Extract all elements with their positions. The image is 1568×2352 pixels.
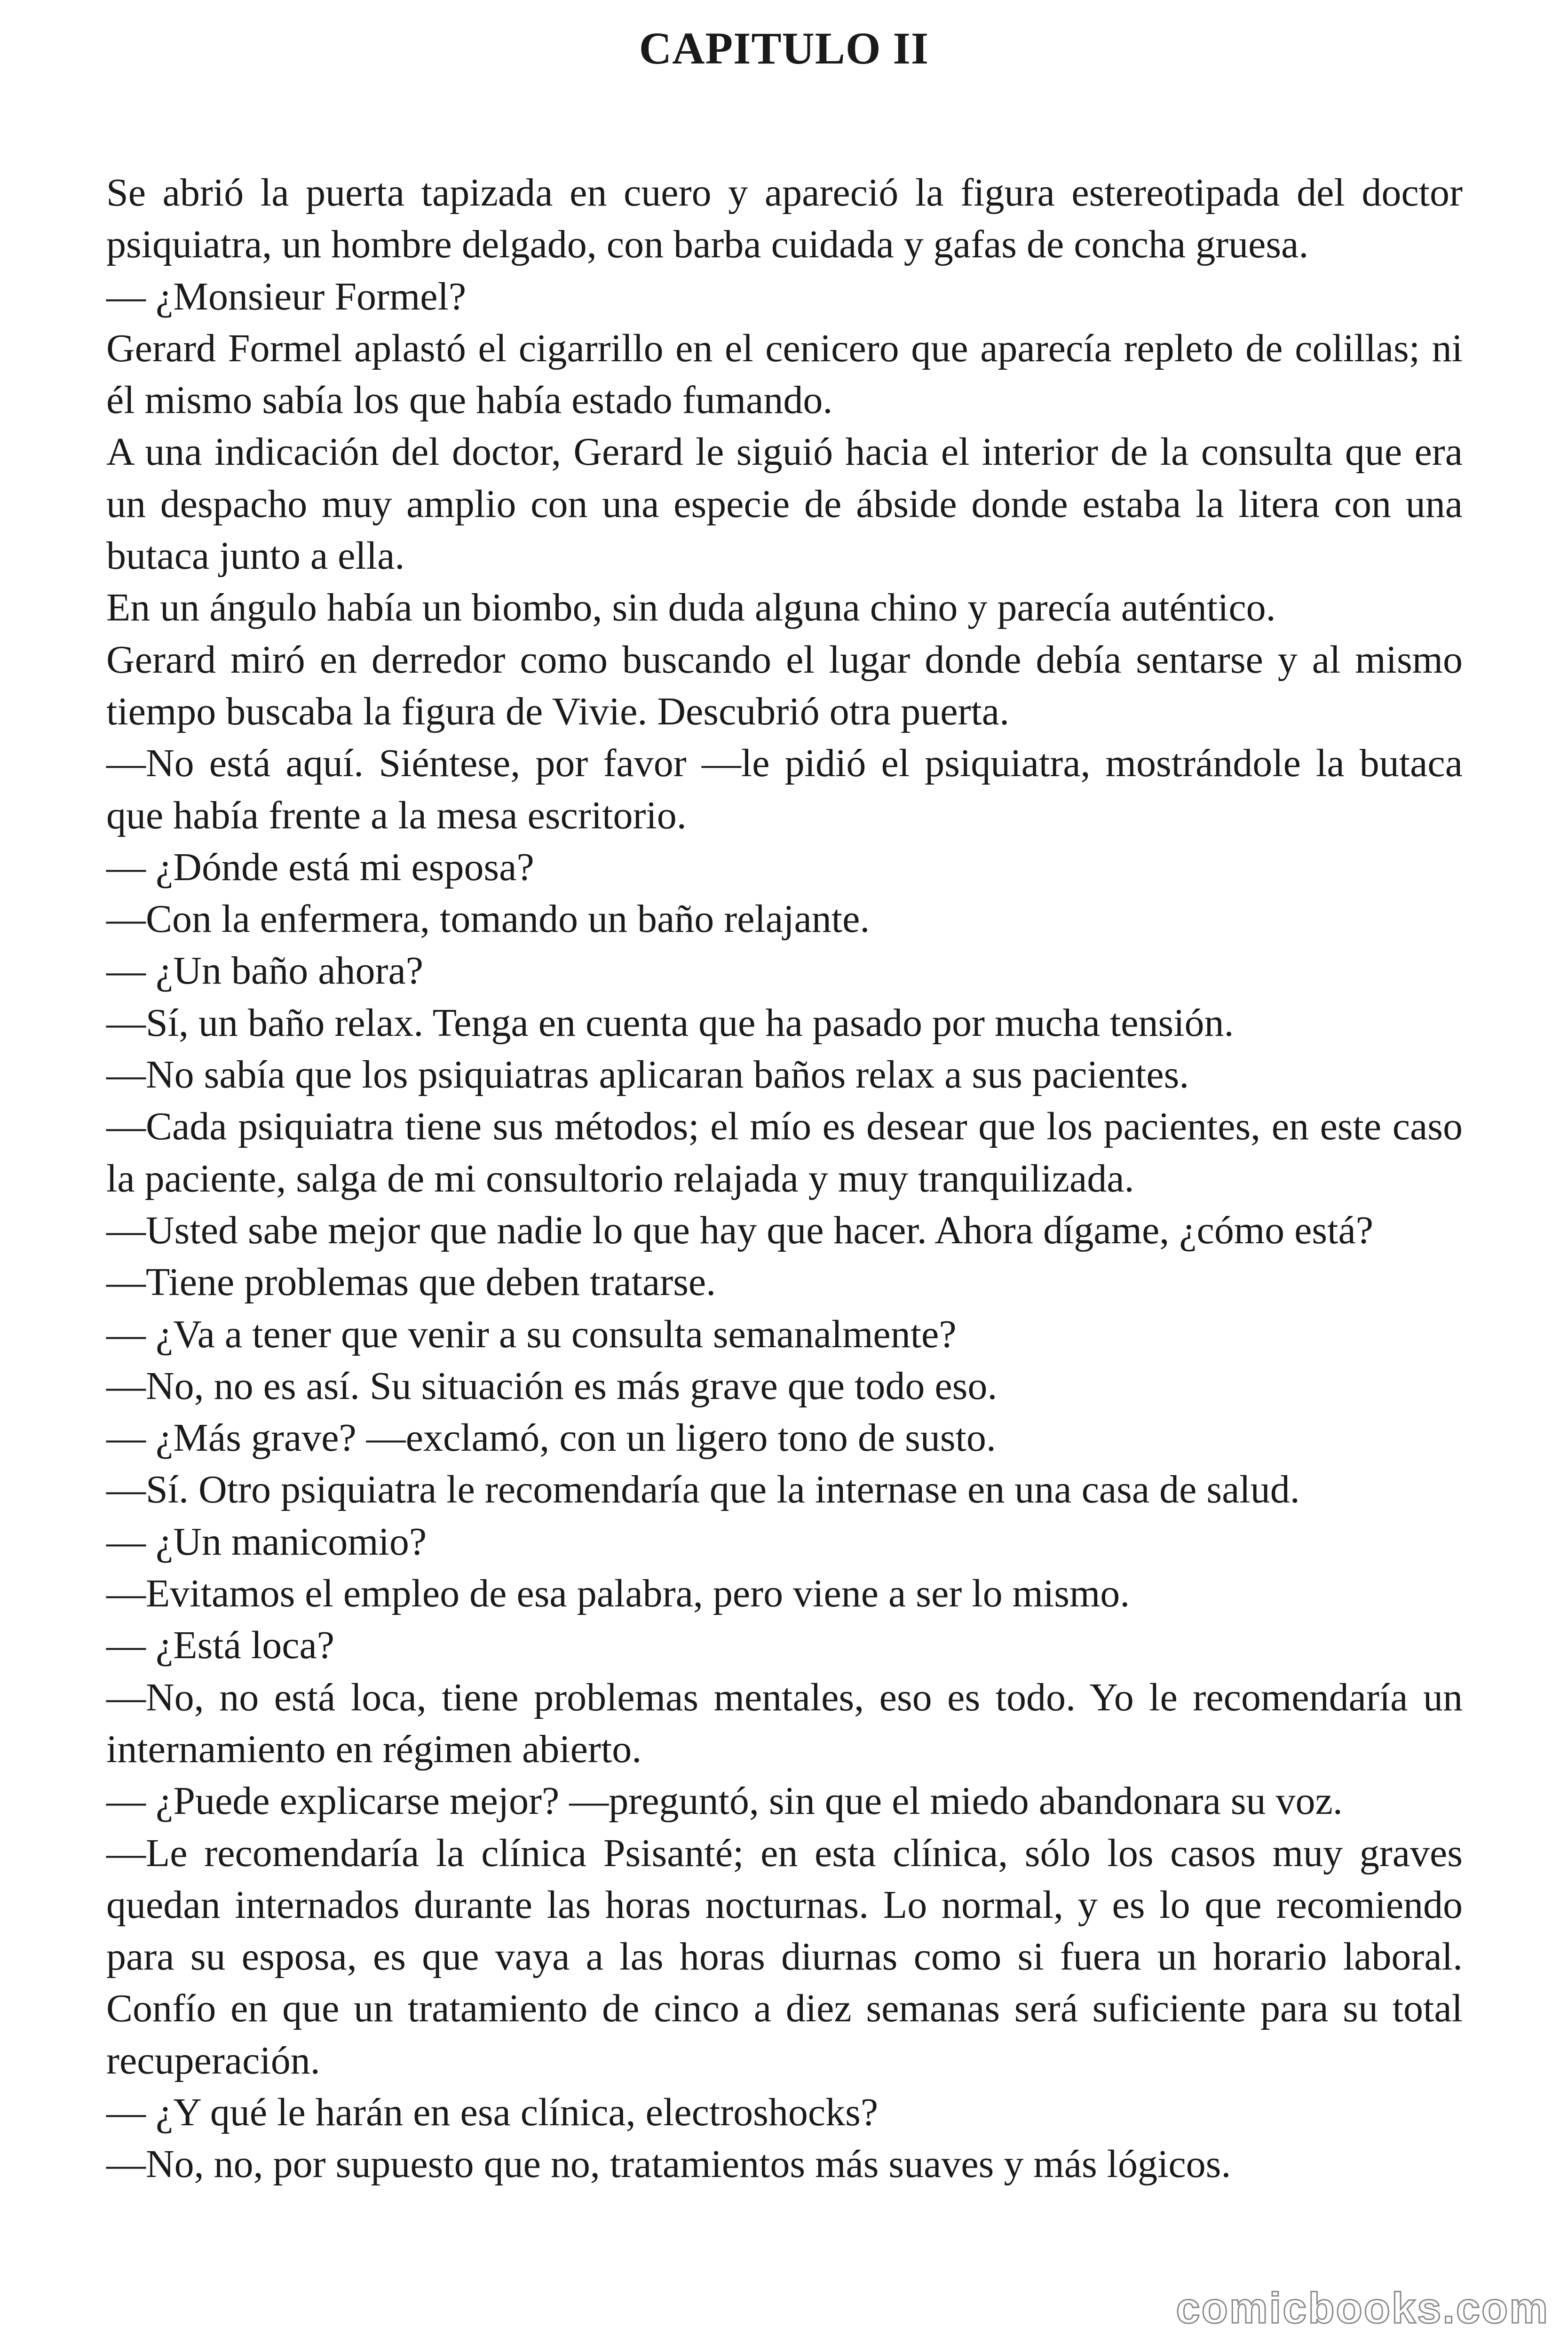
paragraph: Gerard miró en derredor como buscando el lugar donde debía sentarse y al mismo tiempo buscaba la figura de Vivie. Descubrió otra puerta.	[106, 637, 1463, 733]
paragraph: — ¿Dónde está mi esposa?	[106, 845, 534, 889]
paragraph: — ¿Va a tener que venir a su consulta semanalmente?	[106, 1312, 957, 1356]
paragraph: —No sabía que los psiquiatras aplicaran baños relax a sus pacientes.	[106, 1053, 1189, 1097]
paragraph: —No, no está loca, tiene problemas mentales, eso es todo. Yo le recomendaría un internamiento en régimen abierto.	[106, 1675, 1463, 1771]
paragraph: — ¿Un baño ahora?	[106, 949, 424, 993]
paragraph: —Tiene problemas que deben tratarse.	[106, 1260, 716, 1304]
paragraph: En un ángulo había un biombo, sin duda alguna chino y parecía auténtico.	[106, 586, 1276, 630]
paragraph: — ¿Y qué le harán en esa clínica, electroshocks?	[106, 2090, 879, 2134]
paragraph: —Sí. Otro psiquiatra le recomendaría que la internase en una casa de salud.	[106, 1468, 1300, 1512]
paragraph: —Evitamos el empleo de esa palabra, pero viene a ser lo mismo.	[106, 1572, 1130, 1616]
chapter-body	[106, 167, 1463, 2191]
paragraph: — ¿Está loca?	[106, 1623, 335, 1668]
paragraph: —No, no es así. Su situación es más grave que todo eso.	[106, 1364, 998, 1408]
paragraph: —Cada psiquiatra tiene sus métodos; el mío es desear que los pacientes, en este caso la paciente, salga de mi consultorio relajada y muy tranquilizada.	[106, 1104, 1463, 1200]
paragraph: — ¿Monsieur Formel?	[106, 274, 467, 318]
paragraph: —Sí, un baño relax. Tenga en cuenta que ha pasado por mucha tensión.	[106, 1001, 1234, 1045]
paragraph: —No, no, por supuesto que no, tratamientos más suaves y más lógicos.	[106, 2142, 1231, 2186]
paragraph: — ¿Puede explicarse mejor? —preguntó, sin que el miedo abandonara su voz.	[106, 1779, 1343, 1823]
paragraph: —Le recomendaría la clínica Psisanté; en esta clínica, sólo los casos muy graves quedan internados durante las horas nocturnas. Lo normal, y es lo que recomiendo para su esposa, es que vaya a las horas diurnas como si fuera un horario laboral. Confío en que un tratamiento de cinco a diez semanas será suficiente para su total recuperación.	[106, 1831, 1463, 2082]
paragraph: — ¿Un manicomio?	[106, 1519, 427, 1564]
paragraph: —Usted sabe mejor que nadie lo que hay que hacer. Ahora dígame, ¿cómo está?	[106, 1208, 1374, 1252]
paragraph: A una indicación del doctor, Gerard le siguió hacia el interior de la consulta que era un despacho muy amplio con una especie de ábside donde estaba la litera con una butaca junto a ella.	[106, 430, 1463, 578]
paragraph: —Con la enfermera, tomando un baño relajante.	[106, 897, 870, 941]
paragraph: Se abrió la puerta tapizada en cuero y apareció la figura estereotipada del doctor psiquiatra, un hombre delgado, con barba cuidada y gafas de concha gruesa.	[106, 171, 1463, 267]
paragraph: —No está aquí. Siéntese, por favor —le pidió el psiquiatra, mostrándole la butaca que había frente a la mesa escritorio.	[106, 741, 1463, 837]
watermark: comicbooks.com	[1176, 2284, 1549, 2332]
paragraph: — ¿Más grave? —exclamó, con un ligero tono de susto.	[106, 1416, 996, 1460]
paragraph: Gerard Formel aplastó el cigarrillo en el cenicero que aparecía repleto de colillas; ni él mismo sabía los que había estado fumando.	[106, 326, 1463, 422]
chapter-title: CAPITULO II	[639, 23, 929, 73]
